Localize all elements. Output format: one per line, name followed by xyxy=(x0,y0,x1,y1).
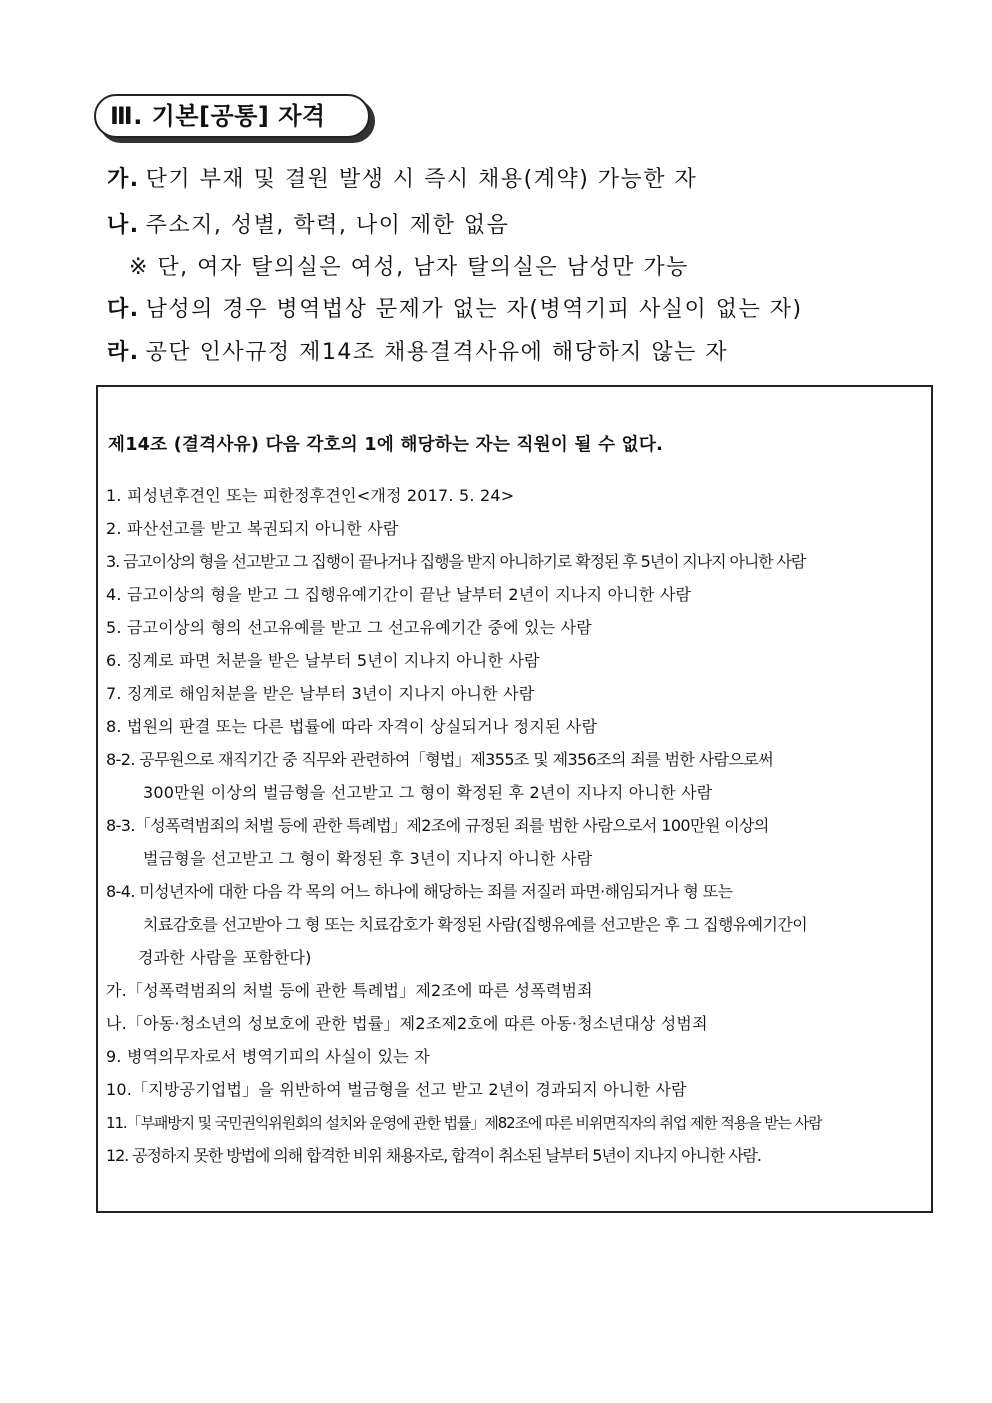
item-text: ※ 단, 여자 탈의실은 여성, 남자 탈의실은 남성만 가능 xyxy=(129,255,689,280)
regulation-item: 12. 공정하지 못한 방법에 의해 합격한 비위 채용자로, 합격이 취소된 날부터 5년이 지나지 아니한 사람. xyxy=(106,1146,761,1165)
regulation-item: 9. 병역의무자로서 병역기피의 사실이 있는 자 xyxy=(106,1047,430,1066)
qualification-note xyxy=(129,253,689,283)
regulation-item: 4. 금고이상의 형을 받고 그 집행유예기간이 끝난 날부터 2년이 지나지 아니한 사람 xyxy=(106,585,692,604)
regulation-item-continued: 경과한 사람을 포함한다) xyxy=(138,948,312,967)
item-text: 공단 인사규정 제14조 채용결격사유에 해당하지 않는 자 xyxy=(145,340,729,365)
regulation-item: 7. 징계로 해임처분을 받은 날부터 3년이 지나지 아니한 사람 xyxy=(106,684,535,703)
regulation-item: 8-4. 미성년자에 대한 다음 각 목의 어느 하나에 해당하는 죄를 저질러 파면·해임되거나 형 또는 xyxy=(106,882,733,901)
regulation-item: 1. 피성년후견인 또는 피한정후견인<개정 2017. 5. 24> xyxy=(106,486,515,505)
regulation-item: 8-2. 공무원으로 재직기간 중 직무와 관련하여「형법」제355조 및 제356조의 죄를 범한 사람으로써 xyxy=(106,750,774,769)
item-marker: 나. xyxy=(107,213,140,238)
regulation-item: 8. 법원의 판결 또는 다른 법률에 따라 자격이 상실되거나 정지된 사람 xyxy=(106,717,598,736)
section-title: Ⅲ. 기본[공통] 자격 xyxy=(94,94,370,138)
regulation-item: 11.「부패방지 및 국민권익위원회의 설치와 운영에 관한 법률」제82조에 따른 비위면직자의 취업 제한 적용을 받는 사람 xyxy=(106,1114,822,1132)
regulation-item: 10.「지방공기업법」을 위반하여 벌금형을 선고 받고 2년이 경과되지 아니한 사람 xyxy=(106,1080,687,1099)
item-marker: 라. xyxy=(107,340,140,365)
regulation-heading: 제14조 (결격사유) 다음 각호의 1에 해당하는 자는 직원이 될 수 없다. xyxy=(108,435,664,455)
item-marker: 가. xyxy=(107,167,140,192)
regulation-subitem: 나.「아동·청소년의 성보호에 관한 법률」제2조제2호에 따른 아동·청소년대상 성범죄 xyxy=(106,1014,708,1033)
regulation-item: 6. 징계로 파면 처분을 받은 날부터 5년이 지나지 아니한 사람 xyxy=(106,651,540,670)
regulation-subitem: 가.「성폭력범죄의 처벌 등에 관한 특례법」제2조에 따른 성폭력범죄 xyxy=(106,981,593,1000)
qualification-na xyxy=(107,211,509,241)
item-text: 남성의 경우 병역법상 문제가 없는 자(병역기피 사실이 없는 자) xyxy=(145,297,803,322)
regulation-item-continued: 치료감호를 선고받아 그 형 또는 치료감호가 확정된 사람(집행유예를 선고받은 후 그 집행유예기간이 xyxy=(143,915,808,934)
regulation-item-continued: 300만원 이상의 벌금형을 선고받고 그 형이 확정된 후 2년이 지나지 아니한 사람 xyxy=(143,783,713,802)
regulation-item: 8-3.「성폭력범죄의 처벌 등에 관한 특례법」제2조에 규정된 죄를 범한 사람으로서 100만원 이상의 xyxy=(106,816,769,835)
qualification-ga xyxy=(107,165,697,195)
item-marker: 다. xyxy=(107,297,140,322)
item-text: 단기 부재 및 결원 발생 시 즉시 채용(계약) 가능한 자 xyxy=(145,167,698,192)
qualification-ra xyxy=(107,338,728,368)
regulation-item: 2. 파산선고를 받고 복권되지 아니한 사람 xyxy=(106,519,399,538)
regulation-item: 5. 금고이상의 형의 선고유예를 받고 그 선고유예기간 중에 있는 사람 xyxy=(106,618,592,637)
item-text: 주소지, 성별, 학력, 나이 제한 없음 xyxy=(145,213,510,238)
qualification-da xyxy=(107,295,803,325)
regulation-box xyxy=(96,385,933,1213)
regulation-item-continued: 벌금형을 선고받고 그 형이 확정된 후 3년이 지나지 아니한 사람 xyxy=(143,849,593,868)
regulation-item: 3. 금고이상의 형을 선고받고 그 집행이 끝나거나 집행을 받지 아니하기로 확정된 후 5년이 지나지 아니한 사람 xyxy=(106,552,806,571)
